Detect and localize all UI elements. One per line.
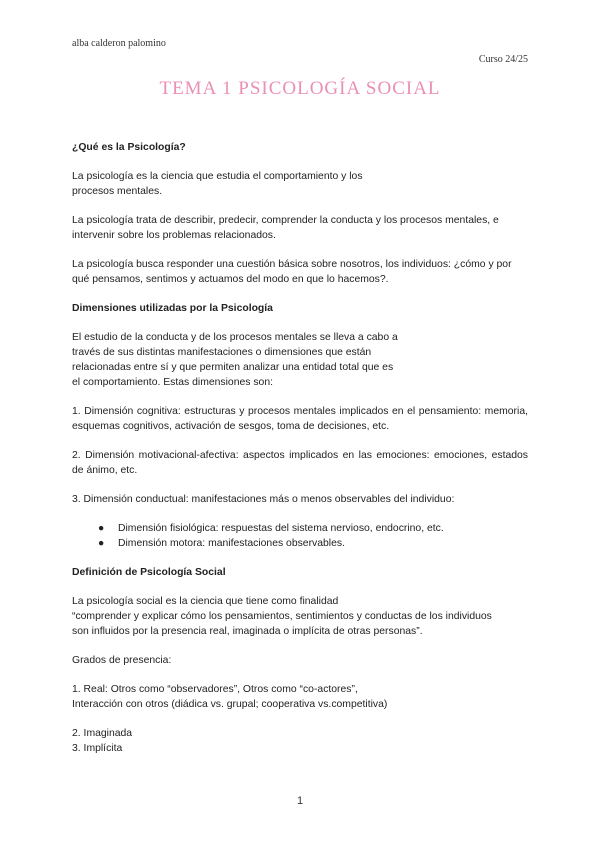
paragraph-line: “comprender y explicar cómo los pensamientos, sentimientos y conductas de los individuos bbox=[72, 611, 492, 622]
header-course: Curso 24/25 bbox=[478, 54, 528, 65]
paragraph-line: Interacción con otros (diádica vs. grupal; cooperativa vs.competitiva) bbox=[72, 699, 388, 710]
bullet-icon: ● bbox=[98, 538, 105, 549]
section-heading-dimensiones: Dimensiones utilizadas por la Psicología bbox=[72, 303, 273, 314]
bullet-icon: ● bbox=[98, 523, 105, 534]
grados-otros bbox=[72, 726, 528, 756]
paragraph-definition bbox=[72, 169, 528, 199]
dimension-conductual: 3. Dimensión conductual: manifestaciones más o menos observables del individuo: bbox=[72, 494, 455, 505]
paragraph-social-definition bbox=[72, 594, 528, 639]
bullet-list bbox=[72, 521, 528, 551]
paragraph-line: 1. Real: Otros como “observadores”, Otros como “co-actores”, bbox=[72, 684, 358, 695]
paragraph-grados: Grados de presencia: bbox=[72, 655, 172, 666]
section-heading-que-es: ¿Qué es la Psicología? bbox=[72, 142, 186, 153]
grado-imaginada: 2. Imaginada bbox=[72, 728, 133, 739]
paragraph-line: La psicología social es la ciencia que tiene como finalidad bbox=[72, 596, 339, 607]
dimension-cognitiva: 1. Dimensión cognitiva: estructuras y procesos mentales implicados en el pensamiento: memoria, esquemas cognitivos, activación de sesgos, toma de decisiones, etc. bbox=[72, 406, 528, 432]
paragraph-line: el comportamiento. Estas dimensiones son: bbox=[72, 377, 273, 388]
dimension-motivacional: 2. Dimensión motivacional-afectiva: aspectos implicados en las emociones: emociones, estados de ánimo, etc. bbox=[72, 450, 528, 476]
list-item: ● Dimensión fisiológica: respuestas del sistema nervioso, endocrino, etc. bbox=[98, 523, 444, 534]
paragraph-line: son influidos por la presencia real, imaginada o implícita de otras personas”. bbox=[72, 626, 423, 637]
paragraph-objectives: La psicología trata de describir, predecir, comprender la conducta y los procesos mentales, e intervenir sobre los problemas relacionados. bbox=[72, 215, 499, 241]
document-body bbox=[72, 140, 528, 770]
grado-implicita: 3. Implícita bbox=[72, 743, 123, 754]
list-item: ● Dimensión motora: manifestaciones observables. bbox=[98, 538, 345, 549]
paragraph-line: procesos mentales. bbox=[72, 186, 163, 197]
paragraph-line: El estudio de la conducta y de los procesos mentales se lleva a cabo a bbox=[72, 332, 398, 343]
paragraph-line: través de sus distintas manifestaciones o dimensiones que están bbox=[72, 347, 372, 358]
page-number: 1 bbox=[296, 795, 304, 807]
paragraph-line: La psicología es la ciencia que estudia el comportamiento y los bbox=[72, 171, 363, 182]
paragraph-line: relacionadas entre sí y que permiten analizar una entidad total que es bbox=[72, 362, 394, 373]
grado-real bbox=[72, 682, 528, 712]
paragraph-question: La psicología busca responder una cuestión básica sobre nosotros, los individuos: ¿cómo y por qué pensamos, sentimos y actuamos del modo en que lo hacemos?. bbox=[72, 259, 512, 285]
paragraph-dimensiones-intro bbox=[72, 330, 528, 390]
header-author: alba calderon palomino bbox=[72, 38, 166, 49]
section-heading-definicion: Definición de Psicología Social bbox=[72, 567, 226, 578]
page-title: TEMA 1 PSICOLOGÍA SOCIAL bbox=[159, 78, 441, 99]
